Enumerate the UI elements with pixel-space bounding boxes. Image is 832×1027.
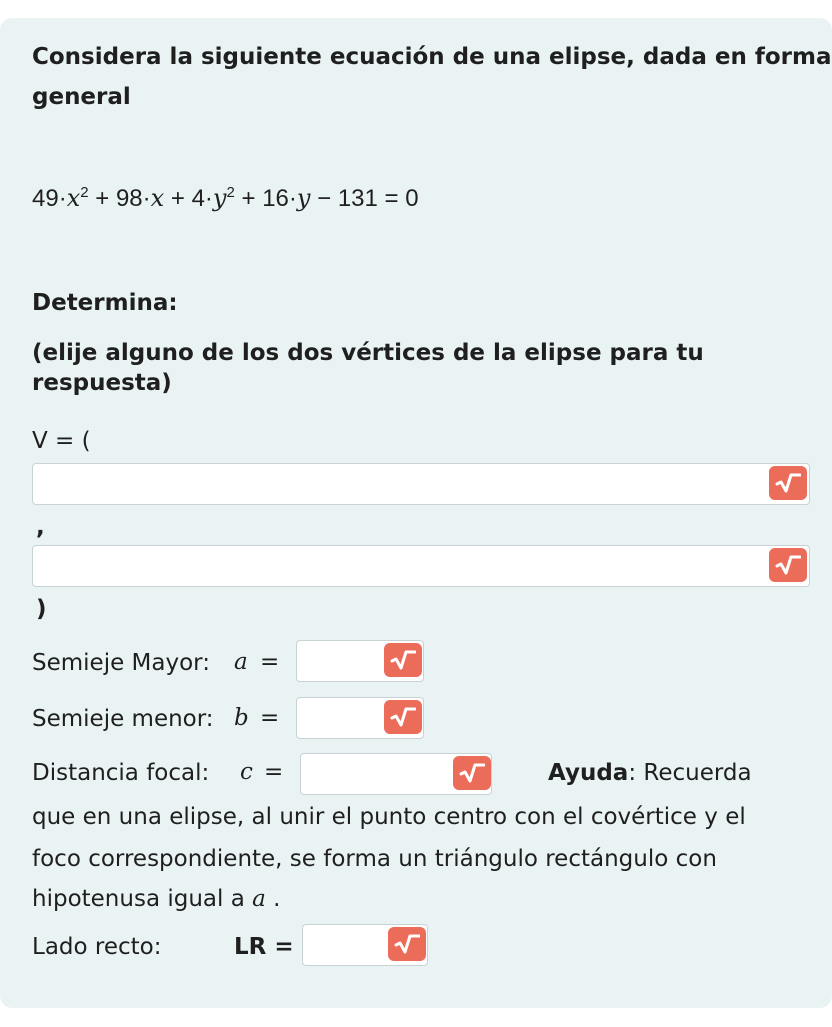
hint-bold: Ayuda (548, 760, 629, 786)
sqrt-icon (459, 762, 485, 784)
vertex-label: V = ( (32, 428, 91, 454)
semiminor-eq: = (260, 705, 280, 731)
focal-math-button[interactable] (453, 756, 491, 790)
sqrt-icon (775, 472, 801, 494)
focal-eq: = (264, 759, 284, 785)
vertex-close-paren: ) (36, 596, 47, 622)
latus-label: Lado recto: (32, 934, 162, 960)
vertex-comma: , (36, 514, 45, 540)
ellipse-equation: $49\cdot x^2 + 98\cdot x + 4\cdot y^2 + 16\cdot y - 131 = 0$ (32, 184, 419, 212)
vertex-instruction: (elije alguno de los dos vértices de la elipse para tu respuesta) (32, 340, 704, 396)
sqrt-icon (775, 554, 801, 576)
semimajor-label: Semieje Mayor: (32, 650, 210, 676)
determina-heading: Determina: (32, 290, 178, 316)
semiminor-var: b (234, 705, 249, 731)
focal-hint-line-2: que en una elipse, al unir el punto centro con el covértice y el (32, 804, 746, 830)
vertex-x-input[interactable] (32, 463, 810, 505)
sqrt-icon (394, 933, 420, 955)
sqrt-icon (390, 706, 416, 728)
semimajor-var: a (234, 649, 248, 675)
focal-label: Distancia focal: (32, 760, 210, 786)
latus-var: LR = (234, 934, 294, 960)
vertex-x-math-button[interactable] (769, 466, 807, 500)
vertex-y-math-button[interactable] (769, 548, 807, 582)
intro-line-1: Considera la siguiente ecuación de una elipse, dada en forma (32, 44, 832, 70)
vertex-y-input[interactable] (32, 545, 810, 587)
semimajor-eq: = (260, 649, 280, 675)
focal-hint-first-line: Ayuda: Recuerda (548, 760, 752, 786)
semimajor-math-button[interactable] (384, 643, 422, 677)
focal-hint-line-3: foco correspondiente, se forma un triángulo rectángulo con (32, 846, 717, 872)
focal-var: c (240, 759, 253, 785)
intro-line-2: general (32, 84, 131, 110)
semiminor-math-button[interactable] (384, 700, 422, 734)
focal-hint-line-4: hipotenusa igual a a . (32, 886, 281, 912)
sqrt-icon (390, 649, 416, 671)
latus-math-button[interactable] (388, 927, 426, 961)
semiminor-label: Semieje menor: (32, 706, 214, 732)
